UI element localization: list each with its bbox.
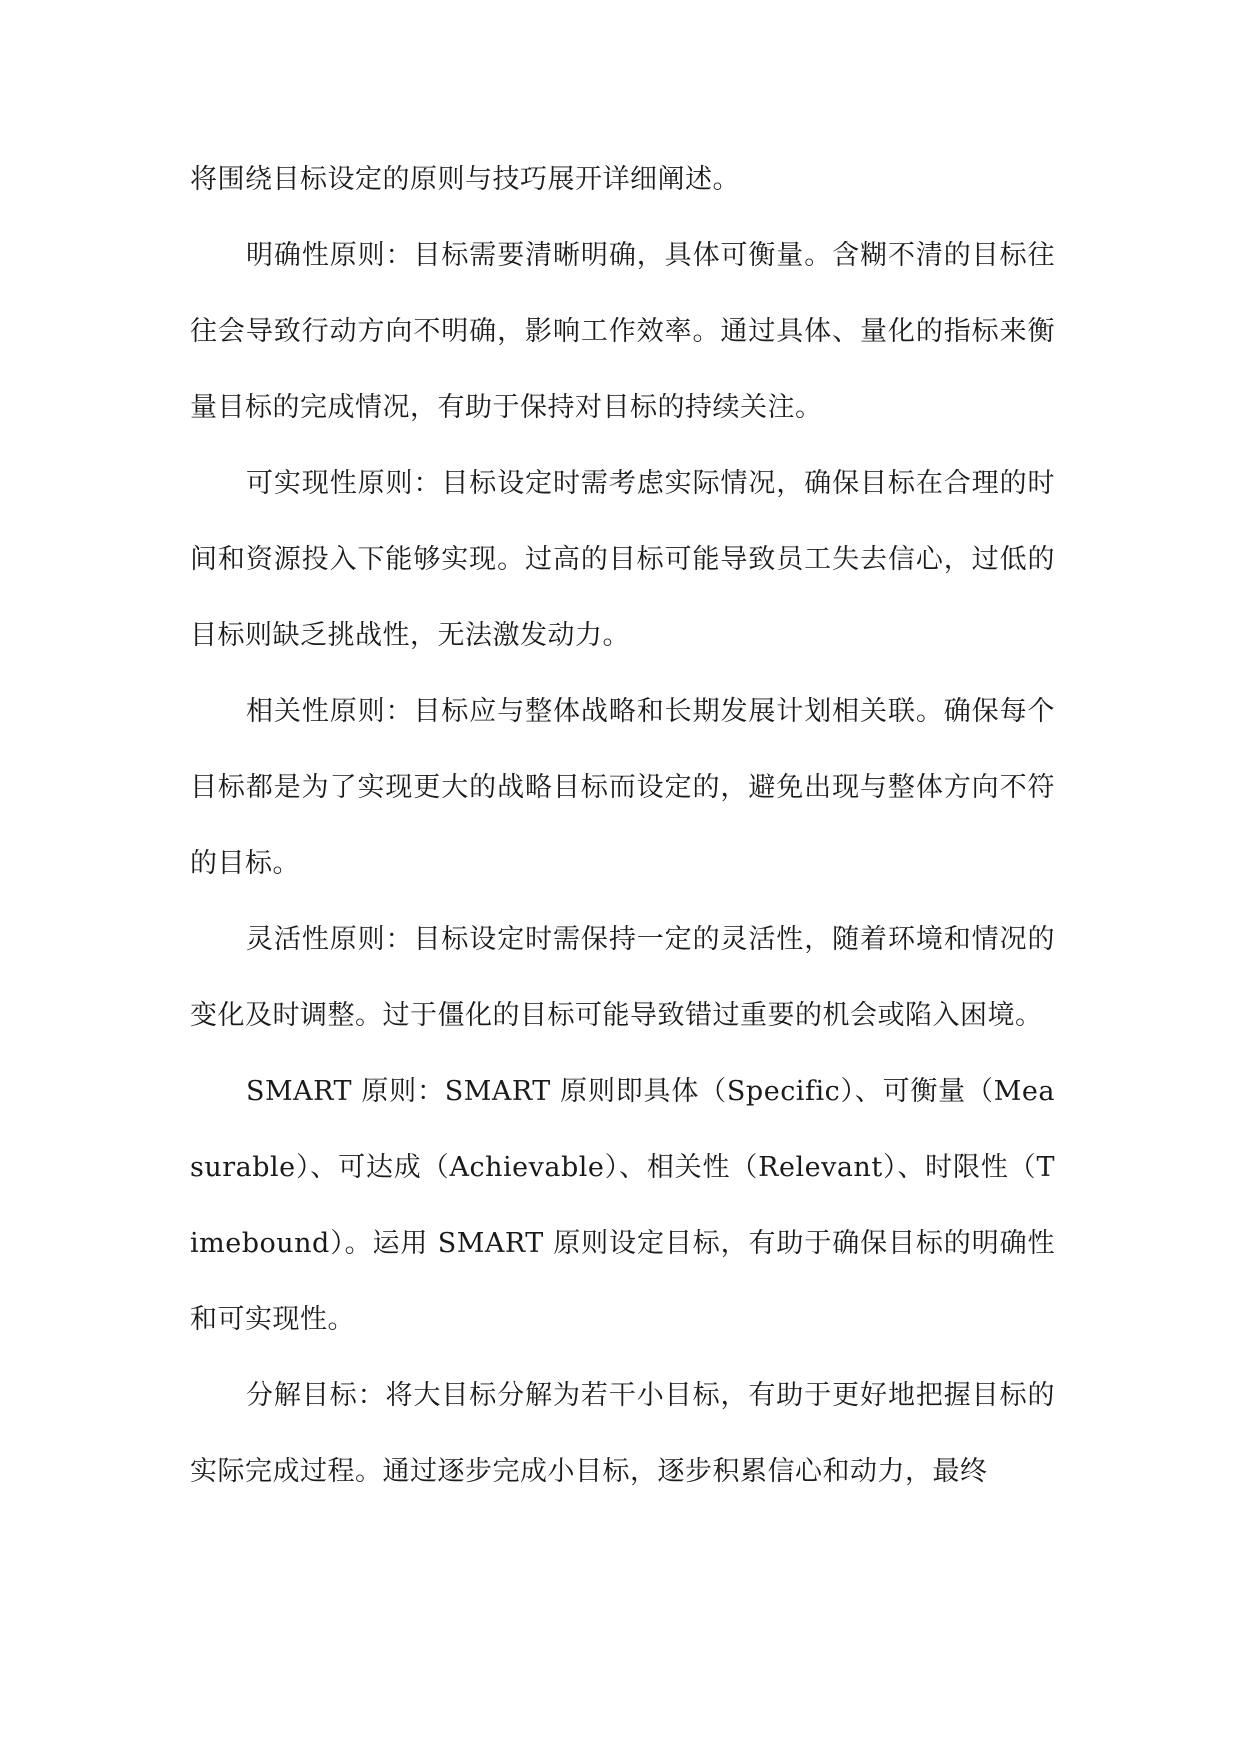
paragraph-flexibility-principle: 灵活性原则：目标设定时需保持一定的灵活性，随着环境和情况的变化及时调整。过于僵化的目标可能导致错过重要的机会或陷入困境。 xyxy=(190,924,1055,1031)
paragraph-smart-principle: SMART 原则：SMART 原则即具体（Specific）、可衡量（Measurable）、可达成（Achievable）、相关性（Relevant）、时限性（Timebound）。运用 SMART 原则设定目标，有助于确保目标的明确性和可实现性。 xyxy=(190,1076,1055,1335)
paragraph-decompose-goals: 分解目标：将大目标分解为若干小目标，有助于更好地把握目标的实际完成过程。通过逐步完成小目标，逐步积累信心和动力，最终 xyxy=(190,1380,1055,1487)
paragraph-intro: 将围绕目标设定的原则与技巧展开详细阐述。 xyxy=(190,164,740,195)
paragraph-achievability-principle: 可实现性原则：目标设定时需考虑实际情况，确保目标在合理的时间和资源投入下能够实现。过高的目标可能导致员工失去信心，过低的目标则缺乏挑战性，无法激发动力。 xyxy=(190,468,1055,651)
paragraph-clarity-principle: 明确性原则：目标需要清晰明确，具体可衡量。含糊不清的目标往往会导致行动方向不明确，影响工作效率。通过具体、量化的指标来衡量目标的完成情况，有助于保持对目标的持续关注。 xyxy=(190,240,1055,423)
body-text xyxy=(190,142,1055,1510)
paragraph-relevance-principle: 相关性原则：目标应与整体战略和长期发展计划相关联。确保每个目标都是为了实现更大的战略目标而设定的，避免出现与整体方向不符的目标。 xyxy=(190,696,1055,879)
